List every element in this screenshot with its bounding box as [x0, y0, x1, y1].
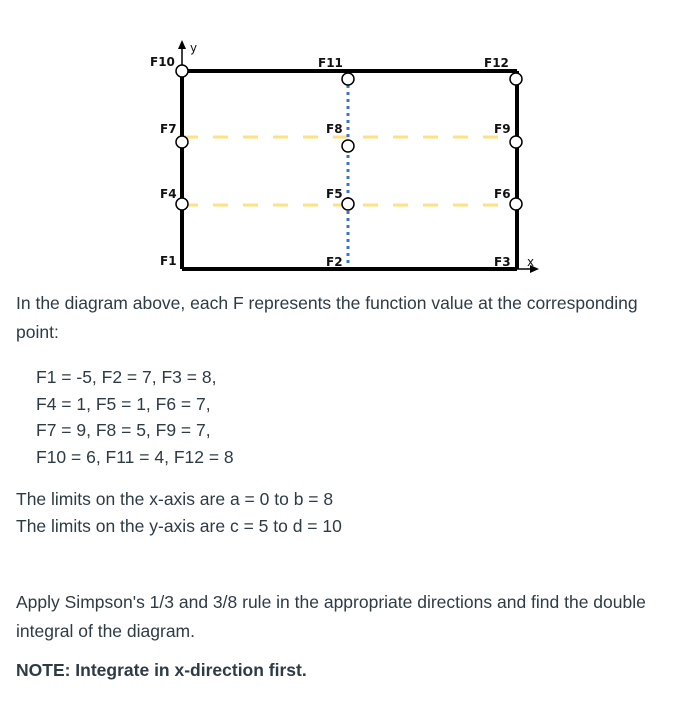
x-axis-label: x: [527, 255, 535, 269]
y-limits: The limits on the y-axis are c = 5 to d = 10: [16, 515, 342, 536]
node-f10: [176, 65, 188, 77]
node-f5: [342, 198, 354, 210]
values-line: F7 = 9, F8 = 5, F9 = 7,: [36, 420, 211, 440]
function-values: [36, 364, 234, 470]
limits: [16, 486, 342, 539]
label-f2: F2: [326, 255, 343, 269]
node-f7: [176, 136, 188, 148]
node-f12: [510, 73, 522, 85]
node-f11: [342, 73, 354, 85]
label-f5: F5: [326, 187, 343, 201]
label-f12: F12: [484, 56, 509, 70]
node-f6: [510, 198, 522, 210]
node-f4: [176, 198, 188, 210]
values-line: F1 = -5, F2 = 7, F3 = 8,: [36, 367, 217, 387]
label-f6: F6: [494, 187, 511, 201]
label-f4: F4: [160, 187, 177, 201]
label-f9: F9: [494, 122, 511, 136]
intro-text: In the diagram above, each F represents the function value at the corresponding point:: [16, 293, 638, 342]
node-f9: [510, 136, 522, 148]
label-f1: F1: [160, 254, 177, 268]
label-f8: F8: [326, 122, 343, 136]
y-axis-label: y: [190, 41, 198, 55]
x-limits: The limits on the x-axis are a = 0 to b = 8: [16, 489, 334, 509]
label-f7: F7: [160, 122, 177, 136]
values-line: F4 = 1, F5 = 1, F6 = 7,: [36, 393, 211, 414]
values-line: F10 = 6, F11 = 4, F12 = 8: [36, 446, 234, 467]
label-f11: F11: [318, 56, 343, 70]
node-f8: [342, 140, 354, 152]
note-text: NOTE: Integrate in x-direction first.: [16, 660, 307, 680]
label-f3: F3: [494, 255, 511, 269]
instruction-text: Apply Simpson's 1/3 and 3/8 rule in the appropriate directions and find the double integral of the diagram.: [16, 592, 646, 641]
label-f10: F10: [150, 55, 175, 69]
grid-diagram: [0, 0, 681, 285]
y-axis-arrow-icon: [178, 40, 186, 49]
